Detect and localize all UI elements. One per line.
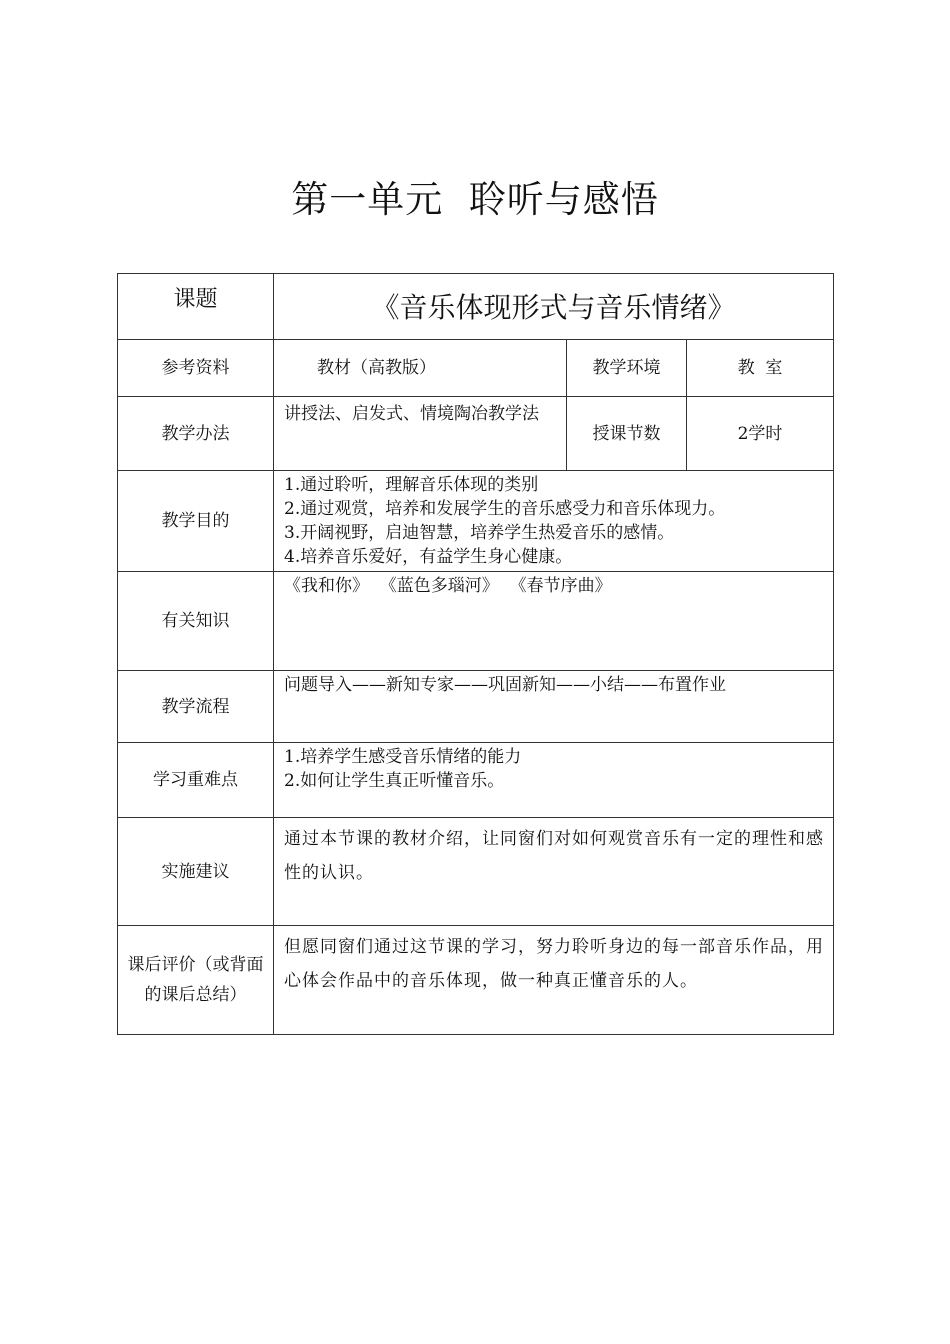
lesson-plan-table: [117, 273, 834, 1035]
environment-label: 教学环境: [567, 340, 687, 397]
method-value-text: 讲授法、启发式、情境陶冶教学法: [284, 404, 539, 424]
key-points-label: 学习重难点: [118, 743, 274, 818]
goal-item: 2.通过观赏，培养和发展学生的音乐感受力和音乐体现力。: [284, 499, 726, 519]
row-key-points: [118, 743, 834, 818]
row-goals: [118, 471, 834, 572]
review-label-text: 课后评价（或背面的课后总结）: [127, 955, 264, 1005]
process-label: 教学流程: [118, 671, 274, 743]
knowledge-value: 《我和你》 《蓝色多瑙河》 《春节序曲》: [274, 572, 834, 671]
goal-item: 3.开阔视野，启迪智慧，培养学生热爱音乐的感情。: [284, 523, 675, 543]
hours-value: 2学时: [687, 397, 834, 471]
review-value: 但愿同窗们通过这节课的学习，努力聆听身边的每一部音乐作品，用心体会作品中的音乐体现，做一种真正懂音乐的人。: [274, 926, 834, 1035]
method-value: [274, 397, 567, 471]
topic-label: 课题: [118, 274, 274, 340]
reference-value: 教材（高教版）: [274, 340, 567, 397]
suggestion-value: 通过本节课的教材介绍，让同窗们对如何观赏音乐有一定的理性和感性的认识。: [274, 818, 834, 926]
key-point-item: 1.培养学生感受音乐情绪的能力: [284, 747, 522, 767]
topic-value: 《音乐体现形式与音乐情绪》: [274, 274, 834, 340]
reference-label: 参考资料: [118, 340, 274, 397]
row-suggestion: [118, 818, 834, 926]
row-knowledge: [118, 572, 834, 671]
goals-label: 教学目的: [118, 471, 274, 572]
knowledge-label: 有关知识: [118, 572, 274, 671]
process-value: 问题导入——新知专家——巩固新知——小结——布置作业: [274, 671, 834, 743]
hours-label: 授课节数: [567, 397, 687, 471]
suggestion-label: 实施建议: [118, 818, 274, 926]
row-reference: [118, 340, 834, 397]
row-topic: [118, 274, 834, 340]
goals-value: [274, 471, 834, 572]
page-title: 第一单元 聆听与感悟: [291, 178, 659, 221]
goal-item: 1.通过聆听，理解音乐体现的类别: [284, 475, 539, 495]
row-process: [118, 671, 834, 743]
row-review: [118, 926, 834, 1035]
key-points-value: [274, 743, 834, 818]
key-point-item: 2.如何让学生真正听懂音乐。: [284, 771, 505, 791]
goal-item: 4.培养音乐爱好，有益学生身心健康。: [284, 547, 573, 567]
review-label: [118, 926, 274, 1035]
environment-value: 教 室: [687, 340, 834, 397]
row-method: [118, 397, 834, 471]
method-label: 教学办法: [118, 397, 274, 471]
